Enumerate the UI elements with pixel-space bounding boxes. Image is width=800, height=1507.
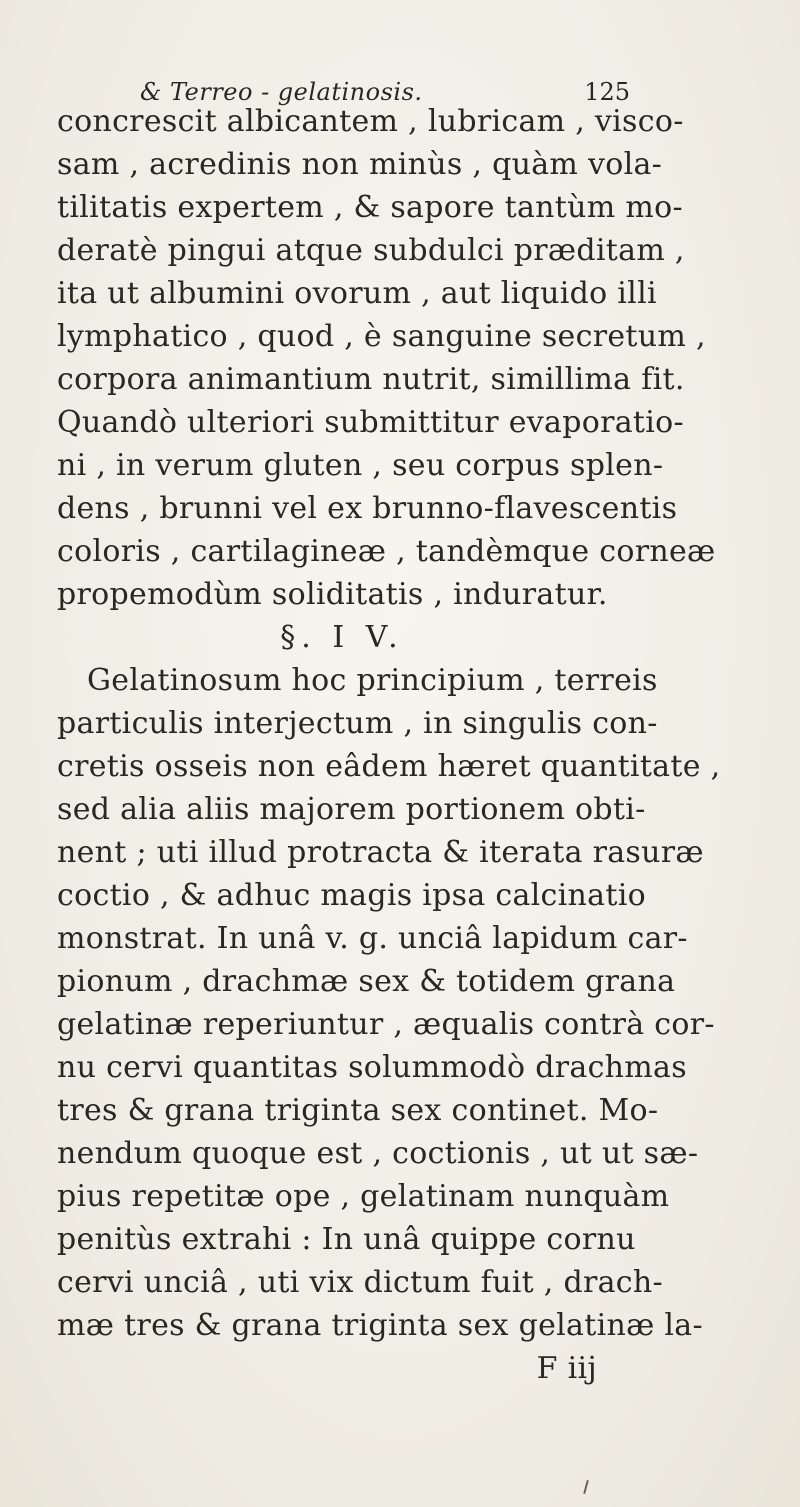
text-line: tres & grana triginta sex continet. Mo- xyxy=(57,1093,659,1128)
text-line: gelatinæ reperiuntur , æqualis contrà cor- xyxy=(57,1007,715,1042)
text-line: nent ; uti illud protracta & iterata rasuræ xyxy=(57,835,704,870)
text-line: coctio , & adhuc magis ipsa calcinatio xyxy=(57,878,646,913)
text-line: penitùs extrahi : In unâ quippe cornu xyxy=(57,1222,636,1257)
text-line: Quandò ulteriori submittitur evaporatio- xyxy=(57,405,684,440)
text-line: monstrat. In unâ v. g. unciâ lapidum car- xyxy=(57,921,688,956)
section-heading: §. I V. xyxy=(280,620,404,655)
text-line: lymphatico , quod , è sanguine secretum , xyxy=(57,319,706,354)
text-line: ita ut albumini ovorum , aut liquido illi xyxy=(57,276,657,311)
text-line: ni , in verum gluten , seu corpus splen- xyxy=(57,448,664,483)
text-line: pionum , drachmæ sex & totidem grana xyxy=(57,964,676,999)
text-line: sam , acredinis non minùs , quàm vola- xyxy=(57,147,663,182)
text-line: pius repetitæ ope , gelatinam nunquàm xyxy=(57,1179,670,1214)
running-title: & Terreo - gelatinosis. xyxy=(140,78,423,106)
text-line: concrescit albicantem , lubricam , visco- xyxy=(57,104,684,139)
text-line: tilitatis expertem , & sapore tantùm mo- xyxy=(57,190,683,225)
text-line: cervi unciâ , uti vix dictum fuit , drach- xyxy=(57,1265,663,1300)
text-line: Gelatinosum hoc principium , terreis xyxy=(87,663,658,698)
text-line: sed alia aliis majorem portionem obti- xyxy=(57,792,646,827)
body-text xyxy=(57,100,747,1390)
text-line: nendum quoque est , coctionis , ut ut sæ- xyxy=(57,1136,699,1171)
text-line: cretis osseis non eâdem hæret quantitate , xyxy=(57,749,721,784)
text-line: propemodùm soliditatis , induratur. xyxy=(57,577,608,612)
page-number: 125 xyxy=(584,78,630,106)
text-line: coloris , cartilagineæ , tandèmque corneæ xyxy=(57,534,716,569)
text-line: nu cervi quantitas solummodò drachmas xyxy=(57,1050,687,1085)
signature-mark: F iij xyxy=(536,1351,597,1386)
text-line: dens , brunni vel ex brunno-flavescentis xyxy=(57,491,678,526)
text-line: particulis interjectum , in singulis con- xyxy=(57,706,658,741)
stray-mark xyxy=(583,1480,589,1494)
text-line: mæ tres & grana triginta sex gelatinæ la- xyxy=(57,1308,703,1343)
text-line: deratè pingui atque subdulci præditam , xyxy=(57,233,685,268)
text-line: corpora animantium nutrit, simillima fit. xyxy=(57,362,685,397)
